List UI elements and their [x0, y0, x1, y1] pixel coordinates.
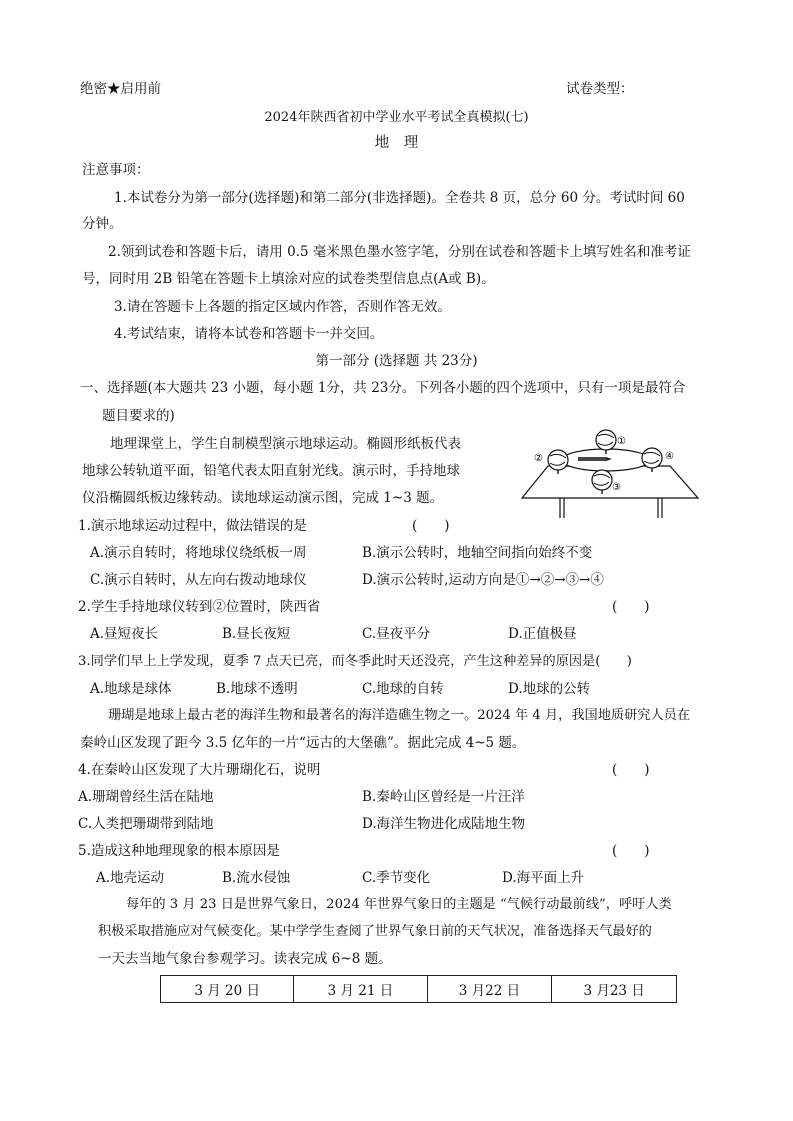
q1-option-c: C.演示自转时，从左向右拨动地球仪	[90, 572, 307, 588]
section-heading-cont: 题目要求的)	[102, 408, 175, 424]
confidential-label: 绝密★启用前	[80, 81, 161, 97]
q4-option-c: C.人类把珊瑚带到陆地	[78, 816, 214, 832]
q5-answer-blank: ( )	[612, 843, 650, 859]
passage3-line1: 每年的 3 月 23 日是世界气象日，2024 年世界气象日的主题是 “气候行动最前线”，呼吁人类	[126, 897, 672, 912]
notice-heading: 注意事项：	[82, 162, 150, 178]
table-header-cell: 3 月23 日	[552, 976, 677, 1003]
notice-item-1-cont: 分钟。	[82, 216, 123, 232]
q3-option-d: D.地球的公转	[508, 681, 591, 697]
notice-item-4: 4.考试结束，请将本试卷和答题卡一并交回。	[114, 326, 384, 342]
q5-option-d: D.海平面上升	[502, 870, 585, 886]
q3-option-c: C.地球的自转	[362, 681, 444, 697]
q2-answer-blank: ( )	[612, 599, 650, 615]
passage3-line2: 积极采取措施应对气候变化。某中学学生查阅了世界气象日前的天气状况，准备选择天气最好的	[98, 924, 652, 939]
label-position-2: ②	[534, 453, 543, 464]
globe-4	[642, 448, 662, 472]
table-header-row	[161, 976, 677, 1003]
passage2-line1: 珊瑚是地球上最古老的海洋生物和最著名的海洋造礁生物之一。2024 年 4 月，我国地质研究人员在	[108, 708, 691, 723]
q2-option-c: C.昼夜平分	[362, 626, 431, 642]
weather-date-table	[160, 975, 677, 1003]
table-header-cell: 3 月 21 日	[294, 976, 427, 1003]
notice-item-2: 2.领到试卷和答题卡后，请用 0.5 毫米黑色墨水签字笔，分别在试卷和答题卡上填写姓名和准考证	[108, 244, 691, 260]
globe-2	[548, 450, 568, 474]
q1-stem: 1.演示地球运动过程中，做法错误的是	[78, 518, 307, 534]
table-header-cell: 3 月 20 日	[161, 976, 294, 1003]
paper-type-label: 试卷类型：	[566, 81, 634, 97]
table-header-cell: 3 月22 日	[427, 976, 552, 1003]
exam-title: 2024年陕西省初中学业水平考试全真模拟(七)	[264, 110, 529, 125]
q3-option-b: B.地球不透明	[216, 681, 298, 697]
label-position-4: ④	[665, 451, 674, 462]
q1-option-b: B.演示公转时，地轴空间指向始终不变	[362, 545, 593, 561]
q2-option-a: A.昼短夜长	[90, 626, 159, 642]
q2-option-b: B.昼长夜短	[222, 626, 291, 642]
section-heading: 一、选择题(本大题共 23 小题，每小题 1分，共 23分。下列各小题的四个选项中，只有一项是最符合	[80, 380, 686, 396]
notice-item-3: 3.请在答题卡上各题的指定区域内作答，否则作答无效。	[114, 299, 451, 315]
q5-stem: 5.造成这种地理现象的根本原因是	[78, 843, 280, 859]
q4-option-b: B.秦岭山区曾经是一片汪洋	[362, 789, 525, 805]
q4-option-d: D.海洋生物进化成陆地生物	[362, 816, 526, 832]
q5-option-b: B.流水侵蚀	[222, 870, 291, 886]
q3-option-a: A.地球是球体	[90, 681, 172, 697]
passage1-line1: 地理课堂上，学生自制模型演示地球运动。椭圆形纸板代表	[110, 436, 461, 452]
q3-stem: 3.同学们早上上学发现，夏季 7 点天已亮，而冬季此时天还没亮，产生这种差异的原因是( )	[78, 654, 632, 669]
pencil	[578, 457, 606, 461]
passage3-line3: 一天去当地气象台参观学习。读表完成 6~8 题。	[98, 951, 392, 967]
q4-option-a: A.珊瑚曾经生活在陆地	[78, 789, 214, 805]
q1-option-a: A.演示自转时，将地球仪绕纸板一周	[90, 545, 307, 561]
q2-option-d: D.正值极昼	[508, 626, 577, 642]
earth-motion-model-figure	[520, 426, 700, 522]
q4-answer-blank: ( )	[612, 762, 650, 778]
q5-option-c: C.季节变化	[362, 870, 431, 886]
part1-title: 第一部分 (选择题 共 23分)	[315, 353, 478, 369]
subject-title: 地 理	[374, 135, 419, 151]
q1-answer-blank: ( )	[412, 518, 450, 534]
passage2-line2: 秦岭山区发现了距今 3.5 亿年的一片“远古的大堡礁”。据此完成 4~5 题。	[80, 735, 526, 751]
q1-option-d: D.演示公转时,运动方向是①→②→③→④	[362, 572, 604, 588]
passage1-line2: 地球公转轨道平面，铅笔代表太阳直射光线。演示时，手持地球	[82, 463, 460, 479]
label-position-3: ③	[612, 482, 621, 493]
globe-3	[592, 470, 612, 494]
q4-stem: 4.在秦岭山区发现了大片珊瑚化石，说明	[78, 762, 321, 778]
passage1-line3: 仪沿椭圆纸板边缘转动。读地球运动演示图，完成 1~3 题。	[82, 490, 444, 506]
notice-item-1: 1.本试卷分为第一部分(选择题)和第二部分(非选择题)。全卷共 8 页，总分 60 分。考试时间 60	[114, 190, 685, 206]
q2-stem: 2.学生手持地球仪转到②位置时，陕西省	[78, 599, 321, 615]
notice-item-2-cont: 号，同时用 2B 铅笔在答题卡上填涂对应的试卷类型信息点(A或 B)。	[82, 271, 495, 287]
label-position-1: ①	[617, 436, 626, 447]
q5-option-a: A.地壳运动	[96, 870, 165, 886]
